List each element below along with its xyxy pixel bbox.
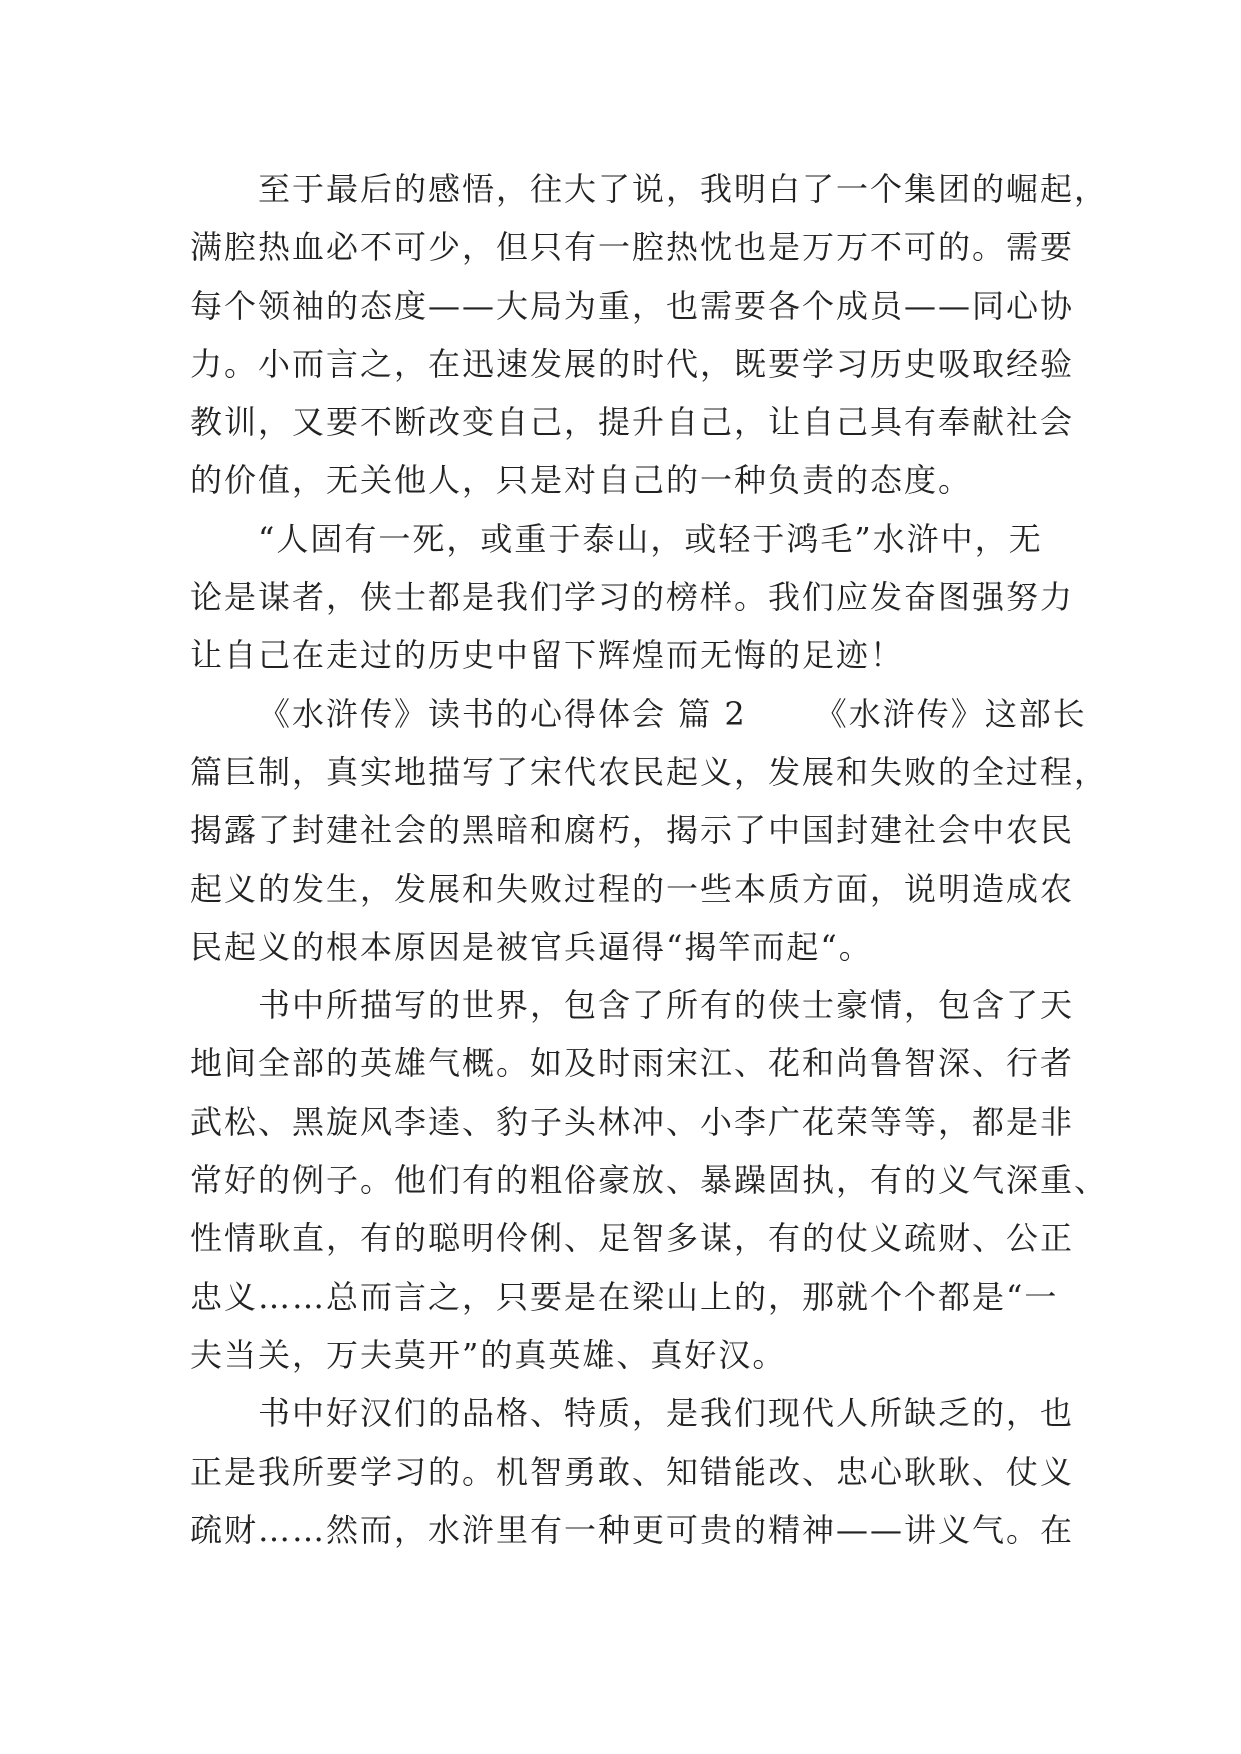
paragraph-line: 地间全部的英雄气概。如及时雨宋江、花和尚鲁智深、行者 — [190, 1044, 1075, 1083]
paragraph-start: 《水浒传》这部长 — [814, 694, 1087, 733]
paragraph-line: 武松、黑旋风李逵、豹子头林冲、小李广花荣等等，都是非 — [190, 1102, 1075, 1141]
paragraph-line: 书中所描写的世界，包含了所有的侠士豪情，包含了天 — [258, 986, 1075, 1025]
paragraph-line: 常好的例子。他们有的粗俗豪放、暴躁固执，有的义气深重、 — [190, 1161, 1109, 1200]
paragraph-line: 揭露了封建社会的黑暗和腐朽，揭示了中国封建社会中农民 — [190, 811, 1075, 850]
paragraph-line: 力。小而言之，在迅速发展的时代，既要学习历史吸取经验 — [190, 344, 1075, 383]
paragraph-line: 书中好汉们的品格、特质，是我们现代人所缺乏的，也 — [258, 1394, 1075, 1433]
paragraph-line: 论是谋者，侠士都是我们学习的榜样。我们应发奋图强努力 — [190, 578, 1075, 617]
section-heading: 《水浒传》读书的心得体会 篇 2 — [258, 694, 747, 733]
paragraph-line: 民起义的根本原因是被官兵逼得“揭竿而起“。 — [190, 927, 873, 966]
paragraph-line: 夫当关，万夫莫开”的真英雄、真好汉。 — [190, 1335, 787, 1374]
paragraph-line: 疏财……然而，水浒里有一种更可贵的精神——讲义气。在 — [190, 1510, 1075, 1549]
paragraph-line: 正是我所要学习的。机智勇敢、知错能改、忠心耿耿、仗义 — [190, 1452, 1075, 1491]
paragraph-line: 性情耿直，有的聪明伶俐、足智多谋，有的仗义疏财、公正 — [190, 1219, 1075, 1258]
paragraph-line: 忠义……总而言之，只要是在梁山上的，那就个个都是“一 — [190, 1277, 1059, 1316]
paragraph-line: 篇巨制，真实地描写了宋代农民起义，发展和失败的全过程， — [190, 752, 1109, 791]
paragraph-line: 每个领袖的态度——大局为重，也需要各个成员——同心协 — [190, 286, 1075, 325]
body-text — [190, 160, 1109, 1559]
paragraph-line: 起义的发生，发展和失败过程的一些本质方面，说明造成农 — [190, 869, 1075, 908]
paragraph-line: “人固有一死，或重于泰山，或轻于鸿毛”水浒中，无 — [258, 519, 1043, 558]
section-heading-line — [190, 685, 1087, 743]
paragraph-line: 至于最后的感悟，往大了说，我明白了一个集团的崛起， — [258, 170, 1109, 208]
paragraph-line: 让自己在走过的历史中留下辉煌而无悔的足迹！ — [190, 636, 905, 675]
paragraph-line: 的价值，无关他人，只是对自己的一种负责的态度。 — [190, 461, 973, 500]
paragraph-line: 教训，又要不断改变自己，提升自己，让自己具有奉献社会 — [190, 403, 1075, 442]
paragraph-line: 满腔热血必不可少，但只有一腔热忱也是万万不可的。需要 — [190, 228, 1075, 267]
